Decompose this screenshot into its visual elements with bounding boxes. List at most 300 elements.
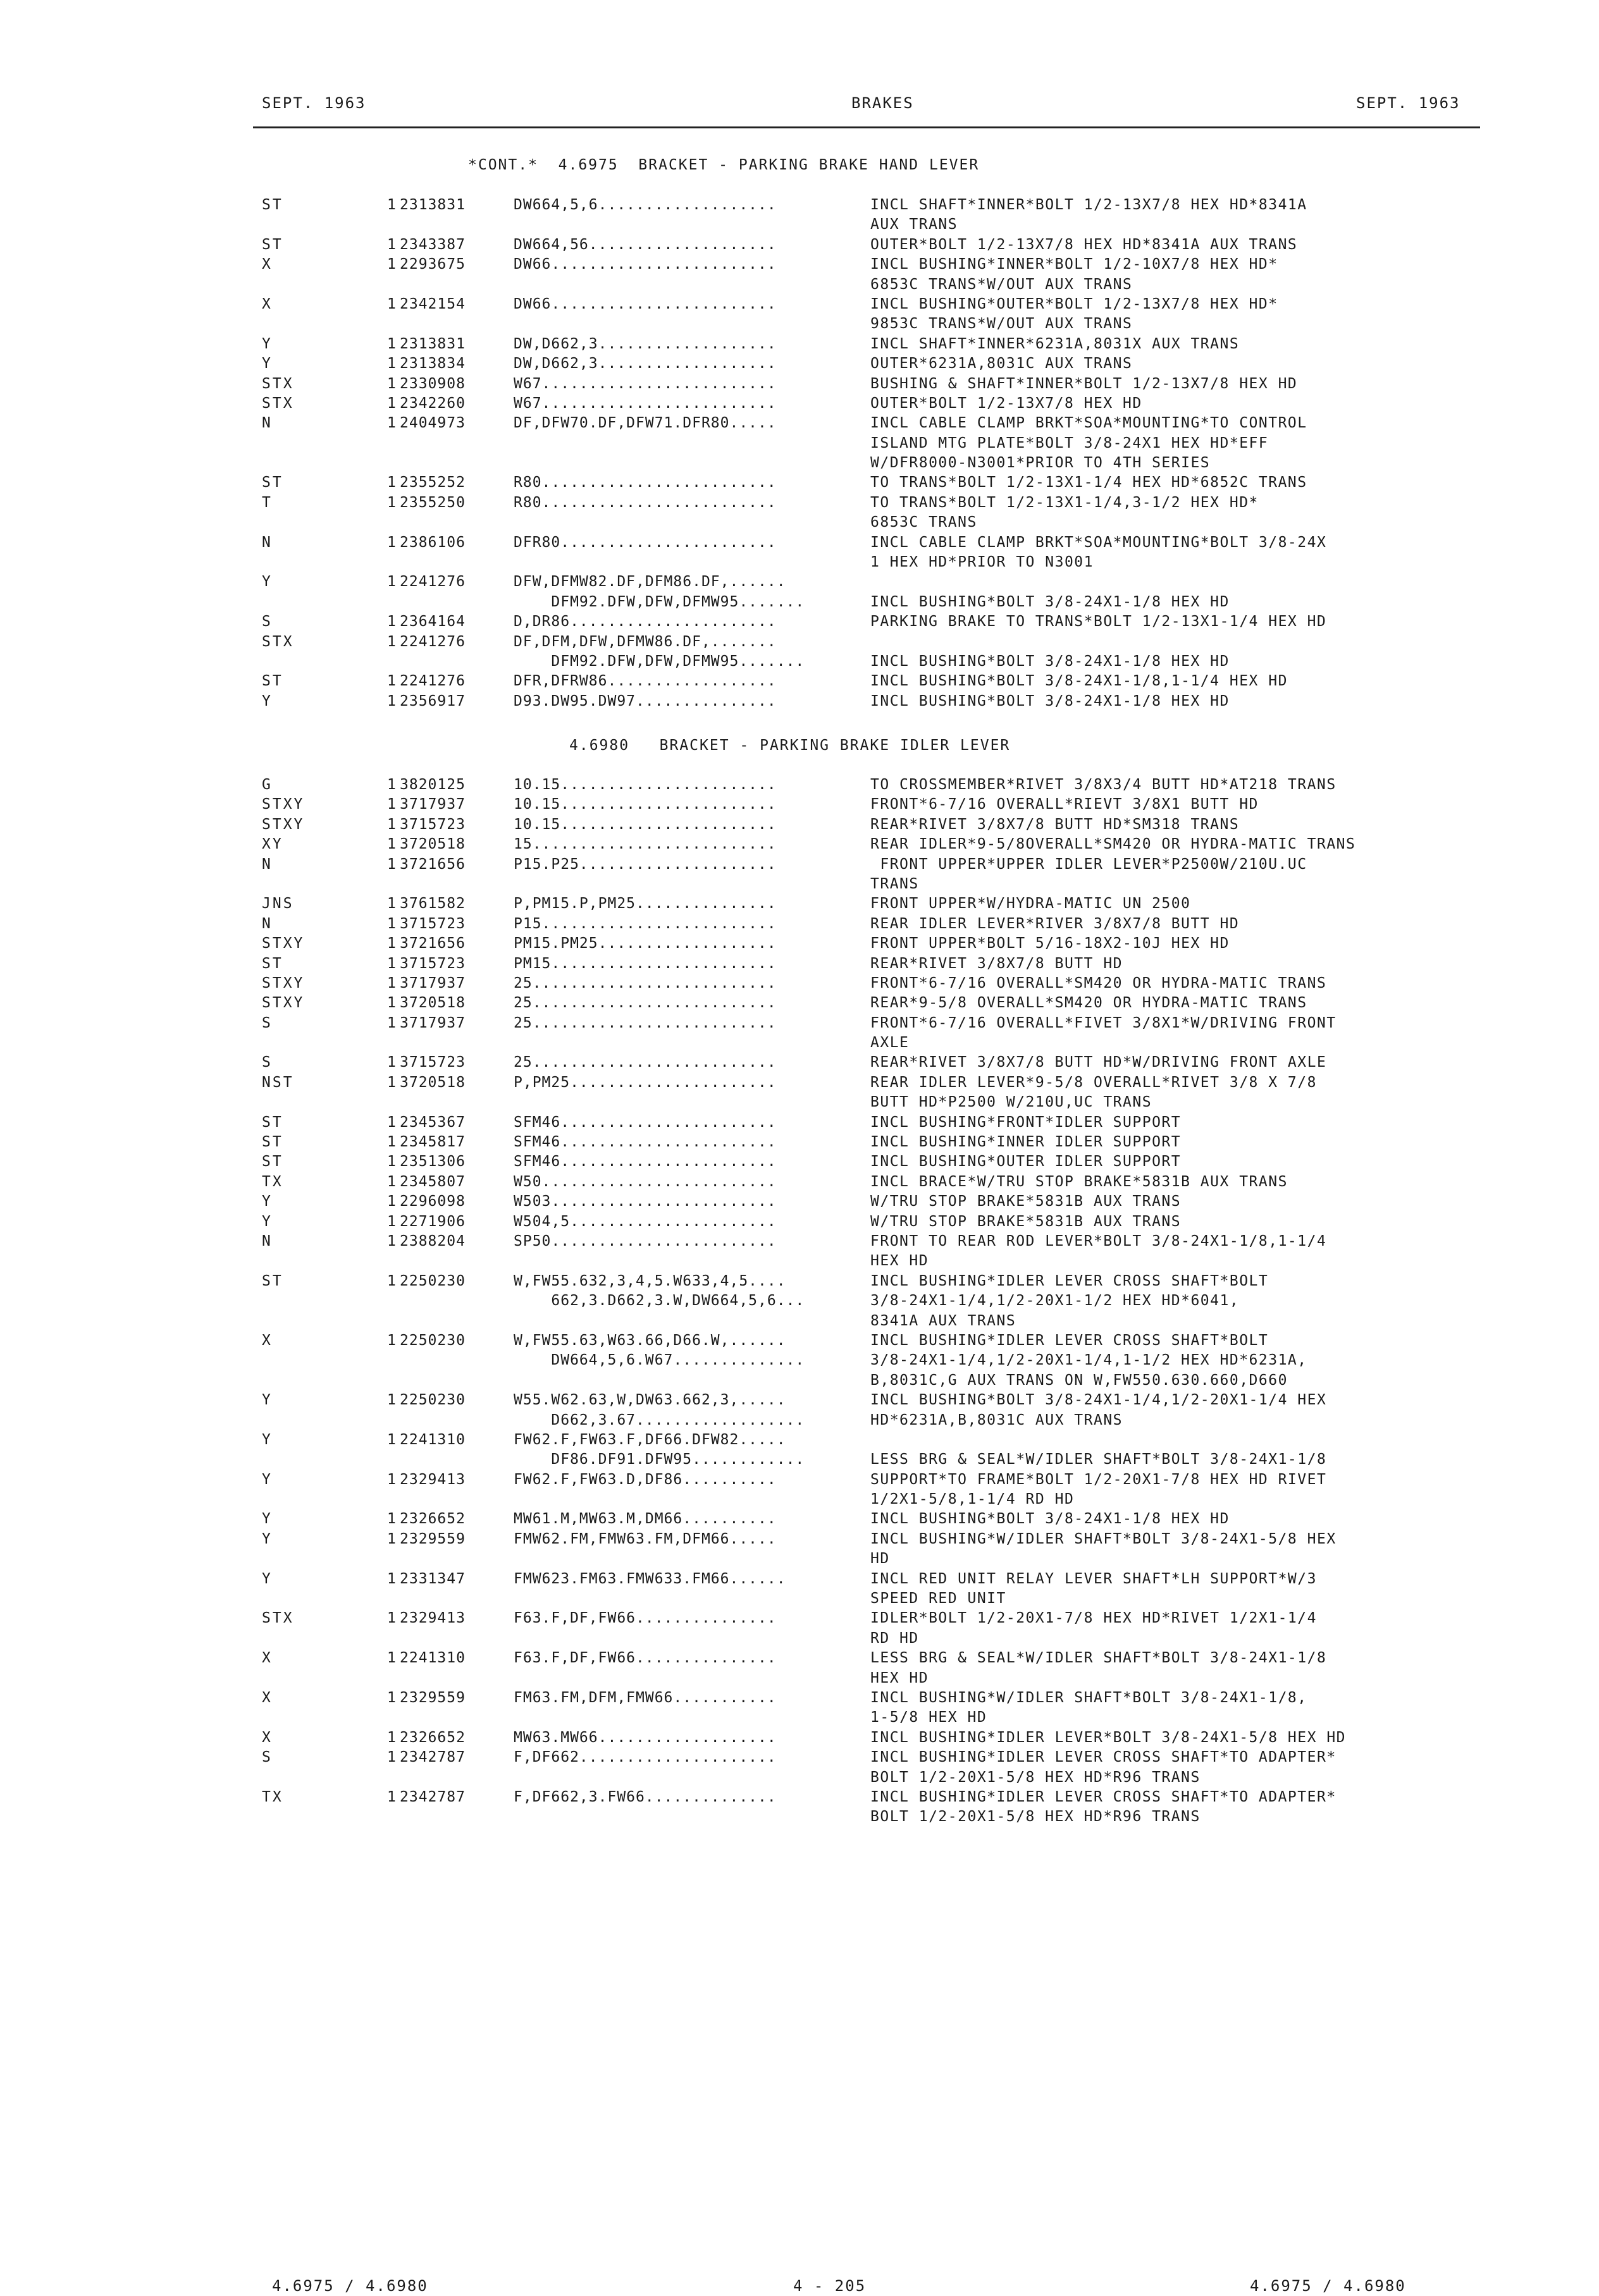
header-right: SEPT. 1963 (1356, 94, 1460, 112)
list-item (0, 493, 1599, 513)
applicability-code: X (262, 1332, 273, 1349)
applicability-code: STX (262, 375, 294, 392)
description: FRONT*6-7/16 OVERALL*SM420 OR HYDRA-MATIC TRANS (870, 974, 1327, 991)
list-item (0, 1291, 1599, 1311)
description: LESS BRG & SEAL*W/IDLER SHAFT*BOLT 3/8-24X1-1/8 (870, 1650, 1327, 1667)
quantity: 1 (387, 1014, 396, 1031)
part-number: 2326652 (400, 1729, 466, 1746)
list-item (0, 1411, 1599, 1430)
model-list: DW,D662,3................... (514, 355, 777, 372)
list-item (0, 1609, 1599, 1628)
list-item (0, 434, 1599, 453)
model-list: DW,D662,3................... (514, 335, 777, 352)
description: INCL BUSHING*OUTER*BOLT 1/2-13X7/8 HEX HD* (870, 295, 1278, 312)
list-item (0, 1430, 1599, 1450)
quantity: 1 (387, 796, 396, 813)
list-item (0, 1589, 1599, 1609)
description: INCL BUSHING*IDLER LEVER CROSS SHAFT*TO ADAPTER* (870, 1788, 1337, 1805)
quantity: 1 (387, 534, 396, 551)
description: 8341A AUX TRANS (870, 1312, 1016, 1329)
description: FRONT UPPER*UPPER IDLER LEVER*P2500W/210U.UC (870, 856, 1307, 873)
part-number: 3717937 (400, 796, 466, 813)
list-item (0, 1748, 1599, 1767)
model-list: DW664,56.................... (514, 236, 777, 253)
description: 1 HEX HD*PRIOR TO N3001 (870, 554, 1094, 571)
quantity: 1 (387, 1213, 396, 1230)
list-item (0, 954, 1599, 974)
quantity: 1 (387, 777, 396, 793)
part-number: 2250230 (400, 1392, 466, 1409)
description: SPEED RED UNIT (870, 1590, 1006, 1607)
model-list: FMW62.FM,FMW63.FM,DFM66..... (514, 1530, 777, 1547)
applicability-code: X (262, 1729, 273, 1746)
quantity: 1 (387, 836, 396, 853)
applicability-code: XY (262, 836, 283, 853)
part-number: 2241276 (400, 633, 466, 650)
applicability-code: Y (262, 1193, 273, 1210)
description: INCL BUSHING*IDLER LEVER CROSS SHAFT*BOLT (870, 1332, 1269, 1349)
list-item (0, 795, 1599, 814)
applicability-code: STXY (262, 935, 305, 952)
model-list: F,DF662,3.FW66.............. (514, 1788, 777, 1805)
model-list: 10.15....................... (514, 816, 777, 833)
part-number: 2329413 (400, 1471, 466, 1488)
applicability-code: ST (262, 236, 283, 253)
applicability-code: Y (262, 574, 273, 591)
applicability-code: X (262, 295, 273, 312)
applicability-code: N (262, 915, 273, 932)
quantity: 1 (387, 915, 396, 932)
description: FRONT*6-7/16 OVERALL*RIEVT 3/8X1 BUTT HD (870, 796, 1259, 813)
description: HD*6231A,B,8031C AUX TRANS (870, 1411, 1123, 1428)
part-number: 3715723 (400, 1054, 466, 1071)
description: PARKING BRAKE TO TRANS*BOLT 1/2-13X1-1/4 HEX HD (870, 613, 1327, 630)
description: FRONT UPPER*BOLT 5/16-18X2-10J HEX HD (870, 935, 1230, 952)
list-item (0, 1073, 1599, 1093)
description: INCL BUSHING*FRONT*IDLER SUPPORT (870, 1114, 1182, 1131)
quantity: 1 (387, 955, 396, 972)
description: TO TRANS*BOLT 1/2-13X1-1/4 HEX HD*6852C TRANS (870, 474, 1307, 491)
list-item (0, 1788, 1599, 1807)
list-item (0, 612, 1599, 632)
list-item (0, 354, 1599, 374)
part-number: 3721656 (400, 935, 466, 952)
description: BUSHING & SHAFT*INNER*BOLT 1/2-13X7/8 HEX HD (870, 375, 1298, 392)
applicability-code: Y (262, 1570, 273, 1587)
description: B,8031C,G AUX TRANS ON W,FW550.630.660,D660 (870, 1372, 1288, 1389)
applicability-code: S (262, 613, 273, 630)
description: INCL BUSHING*W/IDLER SHAFT*BOLT 3/8-24X1-5/8 HEX (870, 1530, 1337, 1547)
list-item (0, 1192, 1599, 1212)
description: REAR*RIVET 3/8X7/8 BUTT HD (870, 955, 1123, 972)
list-item (0, 775, 1599, 795)
quantity: 1 (387, 1610, 396, 1627)
part-number: 2351306 (400, 1153, 466, 1170)
list-item (0, 414, 1599, 433)
list-item (0, 1053, 1599, 1072)
description: INCL BUSHING*INNER IDLER SUPPORT (870, 1134, 1182, 1151)
description: INCL SHAFT*INNER*BOLT 1/2-13X7/8 HEX HD*8341A (870, 197, 1307, 213)
quantity: 1 (387, 375, 396, 392)
part-number: 2241276 (400, 574, 466, 591)
model-list: DFW,DFMW82.DF,DFM86.DF,...... (514, 574, 786, 591)
model-list: DF,DFM,DFW,DFMW86.DF,....... (514, 633, 777, 650)
description: W/DFR8000-N3001*PRIOR TO 4TH SERIES (870, 455, 1211, 472)
list-item (0, 1569, 1599, 1589)
model-list: FW62.F,FW63.F,DF66.DFW82..... (514, 1431, 786, 1448)
list-item (0, 592, 1599, 612)
model-list: SFM46....................... (514, 1134, 777, 1151)
footer-left: 4.6975 / 4.6980 (272, 2277, 428, 2295)
quantity: 1 (387, 974, 396, 991)
quantity: 1 (387, 335, 396, 352)
applicability-code: S (262, 1749, 273, 1766)
list-item (0, 1152, 1599, 1172)
quantity: 1 (387, 1511, 396, 1528)
model-list: 25.......................... (514, 1014, 777, 1031)
model-list: 25.......................... (514, 995, 777, 1012)
applicability-code: S (262, 1054, 273, 1071)
description: REAR*RIVET 3/8X7/8 BUTT HD*W/DRIVING FRONT AXLE (870, 1054, 1327, 1071)
model-list: FW62.F,FW63.D,DF86.......... (514, 1471, 777, 1488)
description: 9853C TRANS*W/OUT AUX TRANS (870, 316, 1133, 333)
quantity: 1 (387, 1272, 396, 1289)
list-item (0, 314, 1599, 334)
applicability-code: STXY (262, 995, 305, 1012)
applicability-code: TX (262, 1788, 283, 1805)
applicability-code: NST (262, 1074, 294, 1091)
description: TRANS (870, 875, 919, 892)
list-item (0, 533, 1599, 553)
applicability-code: STX (262, 633, 294, 650)
applicability-code: Y (262, 1213, 273, 1230)
list-item (0, 1351, 1599, 1370)
quantity: 1 (387, 1392, 396, 1409)
part-number: 2386106 (400, 534, 466, 551)
model-list: P,PM25...................... (514, 1074, 777, 1091)
applicability-code: N (262, 1232, 273, 1249)
list-item (0, 1371, 1599, 1390)
applicability-code: T (262, 494, 273, 511)
list-item (0, 974, 1599, 993)
model-list: W504,5...................... (514, 1213, 777, 1230)
description: INCL CABLE CLAMP BRKT*SOA*MOUNTING*BOLT 3/8-24X (870, 534, 1327, 551)
applicability-code: ST (262, 1134, 283, 1151)
model-list: DFR,DFRW86.................. (514, 673, 777, 690)
part-number: 3720518 (400, 995, 466, 1012)
list-item (0, 875, 1599, 894)
quantity: 1 (387, 1232, 396, 1249)
part-number: 3717937 (400, 974, 466, 991)
list-item (0, 1450, 1599, 1470)
list-item (0, 1490, 1599, 1509)
description: INCL BUSHING*INNER*BOLT 1/2-10X7/8 HEX HD* (870, 256, 1278, 273)
description: OUTER*BOLT 1/2-13X7/8 HEX HD*8341A AUX TRANS (870, 236, 1298, 253)
applicability-code: X (262, 1689, 273, 1706)
list-item (0, 195, 1599, 215)
description: LESS BRG & SEAL*W/IDLER SHAFT*BOLT 3/8-24X1-1/8 (870, 1451, 1327, 1468)
part-number: 3717937 (400, 1014, 466, 1031)
list-item (0, 1311, 1599, 1331)
description: RD HD (870, 1630, 919, 1647)
list-item (0, 1172, 1599, 1192)
applicability-code: G (262, 777, 273, 793)
header-rule (253, 126, 1480, 128)
applicability-code: Y (262, 1511, 273, 1528)
description: 3/8-24X1-1/4,1/2-20X1-1/4,1-1/2 HEX HD*6231A, (870, 1352, 1307, 1369)
quantity: 1 (387, 474, 396, 491)
description: INCL BUSHING*W/IDLER SHAFT*BOLT 3/8-24X1-1/8, (870, 1689, 1307, 1706)
part-number: 2241310 (400, 1431, 466, 1448)
list-item (0, 275, 1599, 295)
part-number: 2345817 (400, 1134, 466, 1151)
description: INCL BUSHING*IDLER LEVER*BOLT 3/8-24X1-5/8 HEX HD (870, 1729, 1347, 1746)
quantity: 1 (387, 395, 396, 412)
list-item (0, 255, 1599, 274)
model-list: 25.......................... (514, 974, 777, 991)
list-item (0, 1272, 1599, 1291)
part-number: 3721656 (400, 856, 466, 873)
part-number: 3761582 (400, 895, 466, 912)
model-list: 15.......................... (514, 836, 777, 853)
part-number: 2342787 (400, 1788, 466, 1805)
list-item (0, 632, 1599, 652)
quantity: 1 (387, 1134, 396, 1151)
quantity: 1 (387, 197, 396, 213)
list-item (0, 1708, 1599, 1728)
model-list: DFM92.DFW,DFW,DFMW95....... (514, 653, 805, 670)
quantity: 1 (387, 494, 396, 511)
model-list: DFM92.DFW,DFW,DFMW95....... (514, 593, 805, 610)
list-item (0, 914, 1599, 934)
list-item (0, 1669, 1599, 1688)
part-number: 2364164 (400, 613, 466, 630)
description: 3/8-24X1-1/4,1/2-20X1-1/2 HEX HD*6041, (870, 1292, 1240, 1310)
model-list: D,DR86...................... (514, 613, 777, 630)
description: AXLE (870, 1034, 910, 1052)
description: FRONT*6-7/16 OVERALL*FIVET 3/8X1*W/DRIVING FRONT (870, 1014, 1337, 1031)
part-number: 2241310 (400, 1650, 466, 1667)
list-item (0, 1688, 1599, 1708)
applicability-code: STXY (262, 796, 305, 813)
description: REAR IDLER LEVER*9-5/8 OVERALL*RIVET 3/8 X 7/8 (870, 1074, 1317, 1091)
description: INCL BUSHING*BOLT 3/8-24X1-1/8 HEX HD (870, 653, 1230, 670)
applicability-code: Y (262, 355, 273, 372)
part-number: 3720518 (400, 1074, 466, 1091)
model-list: P15......................... (514, 915, 777, 932)
part-number: 3720518 (400, 836, 466, 853)
quantity: 1 (387, 1729, 396, 1746)
list-item (0, 1648, 1599, 1668)
part-number: 2343387 (400, 236, 466, 253)
applicability-code: ST (262, 955, 283, 972)
quantity: 1 (387, 1471, 396, 1488)
quantity: 1 (387, 415, 396, 432)
description: AUX TRANS (870, 216, 958, 233)
applicability-code: Y (262, 1471, 273, 1488)
quantity: 1 (387, 1689, 396, 1706)
list-item (0, 835, 1599, 854)
model-list: W67......................... (514, 375, 777, 392)
description: INCL BRACE*W/TRU STOP BRAKE*5831B AUX TRANS (870, 1173, 1288, 1190)
list-item (0, 215, 1599, 235)
applicability-code: TX (262, 1173, 283, 1190)
applicability-code: Y (262, 335, 273, 352)
list-item (0, 235, 1599, 255)
part-number: 2329559 (400, 1689, 466, 1706)
list-item (0, 1331, 1599, 1351)
part-number: 2342260 (400, 395, 466, 412)
model-list: PM15.PM25................... (514, 935, 777, 952)
part-number: 2329413 (400, 1610, 466, 1627)
part-number: 2342787 (400, 1749, 466, 1766)
list-item (0, 692, 1599, 711)
applicability-code: N (262, 415, 273, 432)
description: REAR*9-5/8 OVERALL*SM420 OR HYDRA-MATIC TRANS (870, 995, 1307, 1012)
model-list: 10.15....................... (514, 777, 777, 793)
applicability-code: N (262, 856, 273, 873)
part-number: 2329559 (400, 1530, 466, 1547)
part-number: 2250230 (400, 1332, 466, 1349)
model-list: DF86.DF91.DFW95............ (514, 1451, 805, 1468)
model-list: D93.DW95.DW97............... (514, 692, 777, 709)
list-item (0, 1014, 1599, 1033)
part-number: 2241276 (400, 673, 466, 690)
model-list: SFM46....................... (514, 1114, 777, 1131)
model-list: R80......................... (514, 494, 777, 511)
model-list: MW63.MW66................... (514, 1729, 777, 1746)
list-item (0, 513, 1599, 532)
description: 6853C TRANS (870, 514, 977, 531)
quantity: 1 (387, 1153, 396, 1170)
part-number: 2331347 (400, 1570, 466, 1587)
description: ISLAND MTG PLATE*BOLT 3/8-24X1 HEX HD*EFF (870, 434, 1269, 451)
part-number: 2313831 (400, 335, 466, 352)
applicability-code: ST (262, 197, 283, 213)
list-item (0, 855, 1599, 875)
description: INCL BUSHING*BOLT 3/8-24X1-1/8 HEX HD (870, 692, 1230, 709)
model-list: FMW623.FM63.FMW633.FM66...... (514, 1570, 786, 1587)
applicability-code: Y (262, 1392, 273, 1409)
quantity: 1 (387, 816, 396, 833)
list-item (0, 374, 1599, 394)
part-number: 3715723 (400, 955, 466, 972)
applicability-code: ST (262, 474, 283, 491)
part-number: 2313834 (400, 355, 466, 372)
part-number: 3715723 (400, 816, 466, 833)
list-item (0, 815, 1599, 835)
model-list: DW664,5,6.W67.............. (514, 1352, 805, 1369)
quantity: 1 (387, 995, 396, 1012)
part-number: 2330908 (400, 375, 466, 392)
model-list: P15.P25..................... (514, 856, 777, 873)
description: TO CROSSMEMBER*RIVET 3/8X3/4 BUTT HD*AT218 TRANS (870, 777, 1337, 793)
description: INCL RED UNIT RELAY LEVER SHAFT*LH SUPPORT*W/3 (870, 1570, 1317, 1587)
quantity: 1 (387, 1332, 396, 1349)
applicability-code: S (262, 1014, 273, 1031)
description: BOLT 1/2-20X1-5/8 HEX HD*R96 TRANS (870, 1769, 1201, 1786)
quantity: 1 (387, 895, 396, 912)
list-item (0, 934, 1599, 954)
applicability-code: ST (262, 1153, 283, 1170)
quantity: 1 (387, 236, 396, 253)
applicability-code: STXY (262, 816, 305, 833)
quantity: 1 (387, 1650, 396, 1667)
description: HEX HD (870, 1669, 929, 1686)
description: INCL BUSHING*OUTER IDLER SUPPORT (870, 1153, 1182, 1170)
model-list: R80......................... (514, 474, 777, 491)
description: 1-5/8 HEX HD (870, 1709, 987, 1726)
list-item (0, 894, 1599, 914)
description: BOLT 1/2-20X1-5/8 HEX HD*R96 TRANS (870, 1808, 1201, 1826)
model-list: DF,DFW70.DF,DFW71.DFR80..... (514, 415, 777, 432)
list-item (0, 1232, 1599, 1251)
applicability-code: X (262, 1650, 273, 1667)
description: OUTER*6231A,8031C AUX TRANS (870, 355, 1133, 372)
part-number: 3715723 (400, 915, 466, 932)
description: TO TRANS*BOLT 1/2-13X1-1/4,3-1/2 HEX HD* (870, 494, 1259, 511)
quantity: 1 (387, 1530, 396, 1547)
quantity: 1 (387, 1054, 396, 1071)
list-item (0, 1093, 1599, 1112)
list-item (0, 1133, 1599, 1152)
list-item (0, 335, 1599, 354)
list-item (0, 652, 1599, 672)
model-list: F63.F,DF,FW66............... (514, 1650, 777, 1667)
model-list: D662,3.67.................. (514, 1411, 805, 1428)
model-list: W,FW55.63,W63.66,D66.W,...... (514, 1332, 786, 1349)
model-list: W,FW55.632,3,4,5.W633,4,5.... (514, 1272, 786, 1289)
part-number: 2388204 (400, 1232, 466, 1249)
applicability-code: STX (262, 395, 294, 412)
model-list: DFR80....................... (514, 534, 777, 551)
list-item (0, 1530, 1599, 1549)
quantity: 1 (387, 1570, 396, 1587)
list-item (0, 993, 1599, 1013)
description: INCL BUSHING*IDLER LEVER CROSS SHAFT*TO ADAPTER* (870, 1749, 1337, 1766)
part-number: 2404973 (400, 415, 466, 432)
model-list: SP50........................ (514, 1232, 777, 1249)
description: REAR IDLER LEVER*RIVER 3/8X7/8 BUTT HD (870, 915, 1240, 932)
list-item (0, 453, 1599, 473)
list-item (0, 1807, 1599, 1827)
description: REAR*RIVET 3/8X7/8 BUTT HD*SM318 TRANS (870, 816, 1240, 833)
description: W/TRU STOP BRAKE*5831B AUX TRANS (870, 1193, 1182, 1210)
quantity: 1 (387, 633, 396, 650)
section-title-4-6980: 4.6980 BRACKET - PARKING BRAKE IDLER LEVER (569, 737, 1011, 754)
list-item (0, 1113, 1599, 1133)
description: INCL BUSHING*BOLT 3/8-24X1-1/8 HEX HD (870, 1511, 1230, 1528)
part-number: 2355250 (400, 494, 466, 511)
quantity: 1 (387, 935, 396, 952)
description: INCL BUSHING*BOLT 3/8-24X1-1/8,1-1/4 HEX HD (870, 673, 1288, 690)
part-number: 3820125 (400, 777, 466, 793)
description: SUPPORT*TO FRAME*BOLT 1/2-20X1-7/8 HEX HD RIVET (870, 1471, 1327, 1488)
description: INCL BUSHING*BOLT 3/8-24X1-1/8 HEX HD (870, 593, 1230, 610)
quantity: 1 (387, 1749, 396, 1766)
description: W/TRU STOP BRAKE*5831B AUX TRANS (870, 1213, 1182, 1230)
description: 1/2X1-5/8,1-1/4 RD HD (870, 1491, 1075, 1508)
applicability-code: STX (262, 1610, 294, 1627)
quantity: 1 (387, 673, 396, 690)
parts-list-4-6980 (0, 775, 1599, 1827)
model-list: DW66........................ (514, 256, 777, 273)
model-list: 25.......................... (514, 1054, 777, 1071)
list-item (0, 1728, 1599, 1748)
quantity: 1 (387, 256, 396, 273)
part-number: 2293675 (400, 256, 466, 273)
list-item (0, 1549, 1599, 1569)
